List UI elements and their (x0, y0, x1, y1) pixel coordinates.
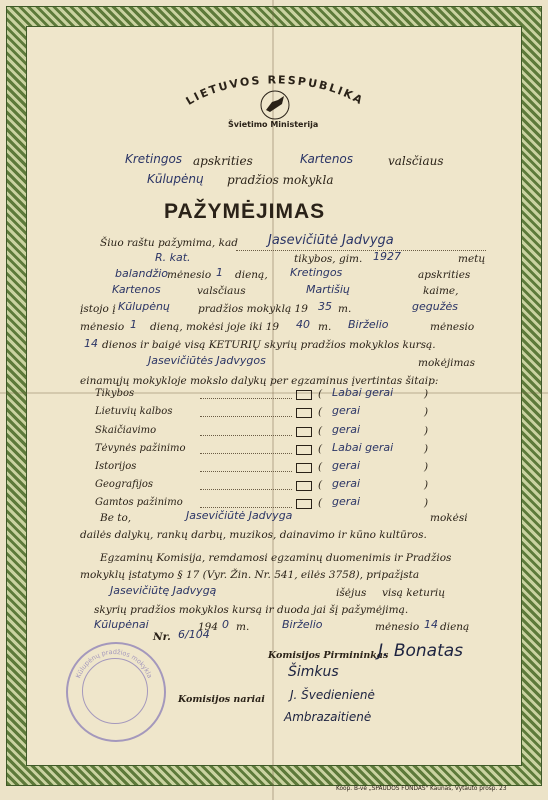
enter-day-handwriting: 1 (130, 318, 137, 331)
grade-box (296, 408, 312, 418)
fold-crease (0, 392, 548, 394)
enter-month-handwriting: gegužės (412, 300, 458, 313)
body-text: išėjus (336, 587, 367, 599)
birth-day-handwriting: 1 (216, 266, 223, 279)
body-text: dienos ir baigė visą KETURIŲ skyrių pradžios mokyklos kursą. (102, 339, 436, 351)
body-text: m. (338, 303, 352, 315)
leave-day-handwriting: 14 (84, 337, 98, 350)
number-handwriting: 6/104 (178, 628, 210, 641)
paren: ( (318, 497, 323, 509)
body-text: mėnesio (375, 621, 420, 633)
grade-value-handwriting: gerai (332, 404, 361, 417)
body-text: dailės dalykų, rankų darbų, muzikos, dainavimo ir kūno kultūros. (80, 529, 427, 541)
member-signature: Šimkus (288, 664, 339, 680)
body-text: visą keturių (382, 587, 445, 599)
body-text: dieną, (235, 269, 268, 281)
printer-imprint: Koop. B-vė „SPAUDOS FONDAS" Kaunas, Vytauto prosp. 23 (336, 786, 507, 792)
body-text: mėnesio (80, 321, 125, 333)
date-day-handwriting: 14 (424, 618, 438, 631)
dotted-leader (200, 489, 292, 490)
grade-subject: Tėvynės pažinimo (95, 443, 186, 454)
birth-county-handwriting: Kretingos (290, 266, 343, 279)
republic-title: LIETUVOS RESPUBLIKA (183, 73, 367, 108)
grade-box (296, 427, 312, 437)
svg-text:Kūlupėnų pradžios mokykla: Kūlupėnų pradžios mokykla (74, 647, 154, 680)
county-handwriting: Kretingos (125, 152, 183, 166)
body-text: Egzaminų Komisija, remdamosi egzaminų duomenimis ir Pradžios (100, 552, 452, 564)
body-text: metų (458, 253, 486, 265)
body-text: mėnesio (167, 269, 212, 281)
grade-box (296, 390, 312, 400)
body-text: pradžios mokyklą 19 (198, 303, 308, 315)
leave-month-handwriting: Birželio (348, 318, 389, 331)
place-handwriting: Kūlupėnai (94, 618, 149, 631)
paren: ) (424, 461, 429, 473)
birth-month-handwriting: balandžio (115, 267, 169, 280)
body-text: m. (318, 321, 332, 333)
chair-signature: J. Bonatas (378, 641, 464, 661)
grade-subject: Gamtos pažinimo (95, 497, 183, 508)
body-text: mokėjimas (418, 357, 476, 369)
birth-parish-handwriting: Kartenos (112, 283, 161, 296)
grade-subject: Geografijos (95, 479, 153, 490)
body-text: tikybos, gim. (294, 253, 363, 265)
grade-subject: Istorijos (95, 461, 137, 472)
body-text: valsčiaus (197, 285, 246, 297)
student-name-handwriting: Jasevičiūtė Jadvyga (186, 509, 293, 522)
paren: ) (424, 497, 429, 509)
body-text: einamųjų mokykloje mokslo dalykų per egzaminus įvertintas šitaip: (80, 375, 439, 387)
members-label: Komisijos nariai (178, 694, 265, 705)
school-handwriting: Kūlupėnų (147, 172, 204, 186)
paren: ) (424, 406, 429, 418)
grade-value-handwriting: Labai gerai (332, 386, 394, 399)
county-label: apskrities (193, 154, 253, 168)
dotted-leader (200, 435, 292, 436)
paren: ( (318, 406, 323, 418)
body-text: dieną, mokėsi joje iki 19 (150, 321, 280, 333)
ministry-name: Švietimo Ministerija (228, 120, 319, 129)
member-signature: Ambrazaitienė (284, 710, 372, 724)
vytis-icon (261, 91, 289, 119)
number-label: Nr. (153, 631, 171, 643)
dotted-leader (200, 416, 292, 417)
paren: ( (318, 479, 323, 491)
dotted-leader (200, 453, 292, 454)
body-text: m. (236, 621, 250, 633)
school-label: pradžios mokykla (227, 173, 334, 187)
grade-subject: Skaičiavimo (95, 425, 157, 436)
grade-value-handwriting: Labai gerai (332, 441, 394, 454)
grade-subject: Tikybos (95, 388, 135, 399)
body-text: skyrių pradžios mokyklos kursą ir duoda jai šį pažymėjimą. (94, 604, 409, 616)
enter-year-handwriting: 35 (318, 300, 332, 313)
dotted-leader (200, 507, 292, 508)
paren: ( (318, 425, 323, 437)
paren: ( (318, 443, 323, 455)
body-text: 194 (198, 621, 219, 633)
enter-school-handwriting: Kūlupėnų (118, 300, 170, 313)
body-text: mokyklų įstatymo § 17 (Vyr. Žin. Nr. 541, eilės 3758), pripažįsta (80, 569, 420, 581)
document-title: PAŽYMĖJIMAS (164, 200, 326, 223)
paren: ( (318, 388, 323, 400)
body-text: mėnesio (430, 321, 475, 333)
birth-village-handwriting: Martišių (306, 283, 350, 296)
dotted-leader (200, 398, 292, 399)
grade-box (296, 499, 312, 509)
leave-year-handwriting: 40 (296, 318, 310, 331)
grade-value-handwriting: gerai (332, 423, 361, 436)
dotted-leader (200, 471, 292, 472)
paren: ) (424, 388, 429, 400)
date-year-handwriting: 0 (222, 618, 229, 631)
paren: ) (424, 425, 429, 437)
body-text: mokėsi (430, 512, 468, 524)
grade-box (296, 481, 312, 491)
body-text: Be to, (100, 512, 132, 524)
body-text: apskrities (418, 269, 471, 281)
parish-handwriting: Kartenos (300, 152, 354, 166)
grade-box (296, 463, 312, 473)
chair-label: Komisijos Pirmininkas (268, 650, 389, 661)
paren: ) (424, 443, 429, 455)
body-text: dieną (440, 621, 470, 633)
grade-subject: Lietuvių kalbos (95, 406, 173, 417)
member-signature: J. Švedienienė (290, 688, 375, 702)
birth-year-handwriting: 1927 (373, 250, 401, 263)
grade-value-handwriting: gerai (332, 477, 361, 490)
parish-label: valsčiaus (388, 154, 444, 168)
grade-value-handwriting: gerai (332, 495, 361, 508)
body-text: kaime, (423, 285, 459, 297)
religion-handwriting: R. kat. (155, 251, 191, 264)
body-text: įstojo į (80, 303, 116, 315)
grade-box (296, 445, 312, 455)
student-name-accusative-handwriting: Jasevičiūtę Jadvygą (110, 584, 217, 597)
student-name-genitive-handwriting: Jasevičiūtės Jadvygos (148, 354, 266, 367)
date-month-handwriting: Birželio (282, 618, 323, 631)
school-seal (66, 642, 166, 742)
paren: ) (424, 479, 429, 491)
grade-value-handwriting: gerai (332, 459, 361, 472)
paren: ( (318, 461, 323, 473)
body-text: Šiuo raštu pažymima, kad (100, 237, 238, 249)
student-name-handwriting: Jasevičiūtė Jadvyga (268, 233, 394, 248)
